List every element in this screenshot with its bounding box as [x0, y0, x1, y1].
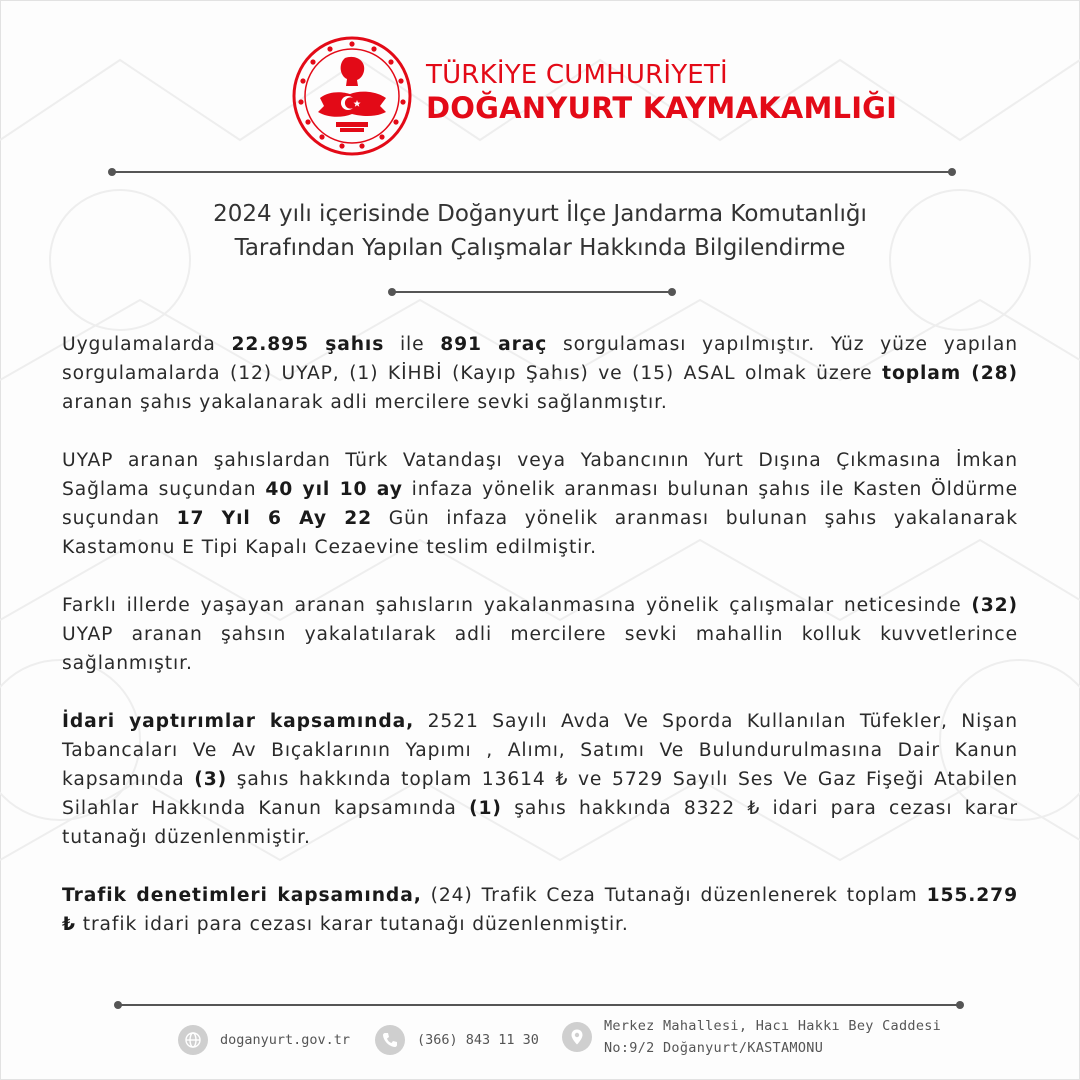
body-text: [62, 330, 1018, 968]
text-span: Gün infaza yönelik aranması bulunan şahıs yakalanarak Kastamonu E Tipi Kapalı Cezaevine teslim edilmiştir.: [62, 508, 1018, 558]
heading-line1: 2024 yılı içerisinde Doğanyurt İlçe Jandarma Komutanlığı: [213, 201, 867, 227]
paragraph: [62, 707, 1018, 852]
header: [290, 34, 898, 159]
text-span: Farklı illerde yaşayan aranan şahısların yakalanmasına yönelik çalışmalar neticesinde: [62, 595, 972, 616]
text-span: trafik idari para cezası karar tutanağı düzenlenmiştir.: [75, 914, 629, 935]
text-span: aranan şahıs yakalanarak adli mercilere sevki sağlanmıştır.: [62, 392, 668, 413]
paragraph: [62, 881, 1018, 939]
bold-text: 155.279 ₺: [62, 885, 1018, 935]
paragraph: [62, 591, 1018, 678]
text-span: infaza yönelik aranması bulunan şahıs ile Kasten Öldürme suçundan: [62, 479, 1018, 529]
heading-line2: Tarafından Yapılan Çalışmalar Hakkında Bilgilendirme: [234, 235, 846, 261]
bold-text: 40 yıl 10 ay: [265, 479, 403, 500]
page-heading: [60, 197, 1020, 265]
bold-text: Trafik denetimleri kapsamında,: [62, 885, 422, 906]
bold-text: (3): [194, 769, 228, 790]
text-span: Uygulamalarda: [62, 334, 232, 355]
paragraph: [62, 330, 1018, 417]
footer-address: [562, 1015, 941, 1059]
heading-divider: [392, 291, 672, 293]
bold-text: İdari yaptırımlar kapsamında,: [62, 711, 415, 732]
text-span: UYAP aranan şahsın yakalatılarak adli mercilere sevki mahallin kolluk kuvvetlerince sağlanmıştır.: [62, 624, 1018, 674]
header-title-line2: DOĞANYURT KAYMAKAMLIĞI: [426, 91, 898, 125]
header-title-line1: TÜRKİYE CUMHURİYETİ: [426, 60, 728, 90]
bold-text: 17 Yıl 6 Ay 22: [176, 508, 373, 529]
text-span: UYAP aranan şahıslardan Türk Vatandaşı veya Yabancının Yurt Dışına Çıkmasına İmkan Sağlama suçundan: [62, 450, 1018, 500]
paragraph: [62, 446, 1018, 562]
kaymakamlik-emblem: [290, 34, 414, 158]
phone-number[interactable]: (366) 843 11 30: [417, 1032, 539, 1048]
globe-icon: [178, 1025, 208, 1055]
address-line2: No:9/2 Doğanyurt/KASTAMONU: [604, 1040, 824, 1056]
bold-text: toplam (28): [882, 363, 1018, 384]
text-span: sorgulaması yapılmıştır. Yüz yüze yapılan sorgulamalarda (12) UYAP, (1) KİHBİ (Kayıp Şahıs) ve (15) ASAL olmak üzere: [62, 334, 1018, 384]
text-span: şahıs hakkında 8322 ₺ idari para cezası karar tutanağı düzenlenmiştir.: [62, 798, 1019, 848]
address-line1: Merkez Mahallesi, Hacı Hakkı Bey Caddesi: [604, 1018, 942, 1034]
bold-text: (32): [971, 595, 1018, 616]
top-divider: [112, 171, 952, 173]
footer-phone[interactable]: [375, 1025, 539, 1055]
text-span: şahıs hakkında toplam 13614 ₺ ve 5729 Sayılı Ses Ve Gaz Fişeği Atabilen Silahlar Hakkında Kanun kapsamında: [62, 769, 1019, 819]
website-link[interactable]: doganyurt.gov.tr: [220, 1032, 351, 1048]
bottom-divider: [118, 1004, 960, 1006]
bold-text: 22.895 şahıs: [231, 334, 385, 355]
text-span: (24) Trafik Ceza Tutanağı düzenlenerek toplam: [421, 885, 927, 906]
location-pin-icon: [562, 1022, 592, 1052]
bold-text: (1): [469, 798, 502, 819]
footer: [0, 1015, 1080, 1071]
address-text: [604, 1015, 941, 1059]
text-span: 2521 Sayılı Avda Ve Sporda Kullanılan Tüfekler, Nişan Tabancaları Ve Av Bıçaklarının Yapımı , Alımı, Satımı Ve Bulundurulmasına Dair Kanun kapsamında: [62, 711, 1018, 790]
text-span: ile: [384, 334, 441, 355]
phone-icon: [375, 1025, 405, 1055]
footer-website[interactable]: [178, 1025, 350, 1055]
bold-text: 891 araç: [440, 334, 548, 355]
